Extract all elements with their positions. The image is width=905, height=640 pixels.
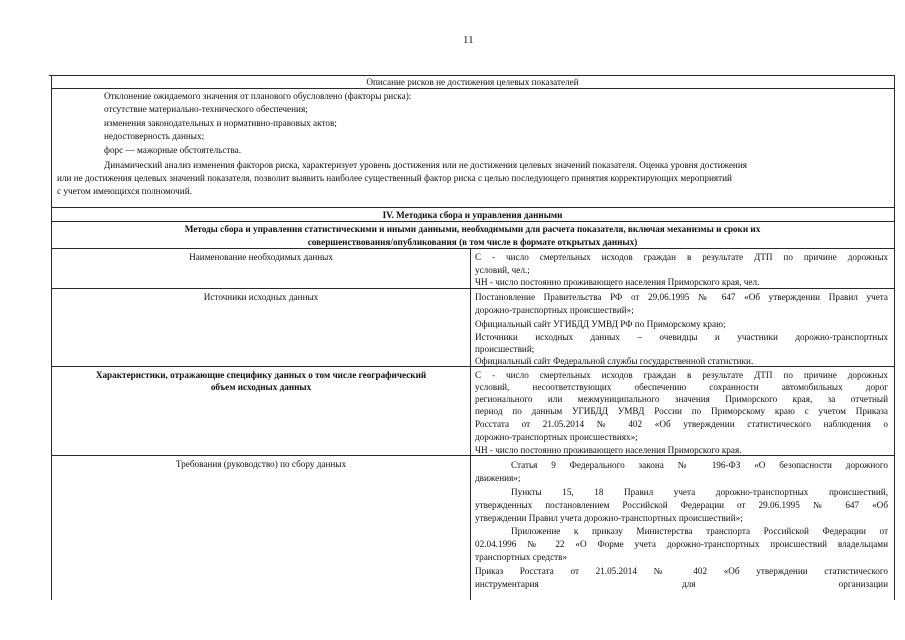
table-left-border — [51, 75, 52, 600]
page-number: 11 — [463, 34, 474, 46]
row-value-line: дорожно-транспортных происшествиях»; — [475, 432, 638, 442]
section4-subtitle-divider — [51, 248, 895, 249]
table-right-border — [894, 75, 895, 600]
risks-paragraph-line: Динамический анализ изменения факторов риска, характеризует уровень достижения или не достижения целевых значений показателя. Оценка уровня достижения — [104, 160, 747, 170]
row-value-line: Постановление Правительства РФ от 29.06.1995 № 647 «Об утверждении Правил учета — [475, 292, 888, 302]
row-value-line: происшествий; — [475, 344, 535, 354]
row-label-data-characteristics: Характеристики, отражающие специфику данных о том числе географический — [95, 370, 427, 380]
risk-item: недостоверность данных; — [104, 131, 205, 141]
risks-paragraph-line: или не достижения целевых значений показателя, позволит выявить наиболее существенный фактор риска с целью последующего принятия корректирующих мероприятий — [57, 173, 732, 183]
row-value-line: ЧН - число постоянно проживающего населения Приморского края, чел. — [475, 277, 760, 287]
risk-item: отсутствие материально-технического обеспечения; — [104, 104, 308, 114]
row-value-line: Росстата от 21.05.2014 № 402 «Об утверждении статистического наблюдения о — [475, 419, 888, 429]
row-label-collection-requirements: Требования (руководство) по сбору данных — [175, 459, 347, 469]
risks-paragraph-line: с учетом имеющихся полномочий. — [57, 186, 192, 196]
row-label-data-characteristics: объем исходных данных — [210, 382, 312, 392]
row-value-line: условий, несоответствующих обеспечению сохранности автомобильных дорог — [475, 382, 888, 392]
row-value-line: инструментария для организации — [475, 579, 888, 589]
row-value-line: С - число смертельных исходов граждан в результате ДТП по причине дорожных — [475, 252, 888, 262]
row-value-line: дорожно-транспортных происшествий»; — [475, 305, 634, 315]
row-value-line: Статья 9 Федерального закона № 196-ФЗ «О безопасности дорожного — [511, 460, 888, 470]
row-value-line: Официальный сайт Федеральной службы государственной статистики. — [475, 356, 754, 366]
row-value-line: период по данным УГИБДД УМВД России по Приморскому краю с учетом Приказа — [475, 406, 888, 416]
row-value-line: движения»; — [475, 473, 521, 483]
section4-subtitle: Методы сбора и управления статистическими и иными данными, необходимыми для расчета показателя, включая механизмы и сроки их — [184, 224, 761, 234]
row-value-line: ЧН - число постоянно проживающего населения Приморского края. — [475, 445, 742, 455]
risks-bottom-divider — [51, 207, 895, 208]
row1-bottom-divider — [51, 288, 895, 289]
section4-subtitle: совершенствования/опубликования (в том числе в формате открытых данных) — [307, 237, 638, 247]
row-value-line: Источники исходных данных – очевидцы и участники дорожно-транспортных — [475, 332, 888, 342]
row-value-line: регионального или межмуниципального значения Приморского края, за отчетный — [475, 394, 888, 404]
column-divider — [470, 248, 471, 600]
risks-header-divider — [51, 88, 895, 89]
row-value-line: утверждении Правил учета дорожно-транспортных происшествий»; — [475, 513, 743, 523]
risk-item: изменения законодательных и нормативно-правовых актов; — [104, 118, 337, 128]
row-value-line: утвержденных постановлением Российской Федерации от 29.06.1995 № 647 «Об — [475, 500, 888, 510]
row-label-required-data: Наименование необходимых данных — [189, 252, 333, 262]
row-label-data-sources: Источники исходных данных — [203, 292, 319, 302]
row3-bottom-divider — [51, 455, 895, 456]
row-value-line: 02.04.1996 № 22 «О Форме учета дорожно-транспортных происшествий владельцами — [475, 539, 888, 549]
row-value-line: Пункты 15, 18 Правил учета дорожно-транспортных происшествий, — [511, 487, 888, 497]
row2-bottom-divider — [51, 366, 895, 367]
row-value-line: Приложение к приказу Министерства транспорта Российской Федерации от — [511, 526, 888, 536]
row-value-line: условий, чел.; — [475, 265, 530, 275]
row-value-line: Приказ Росстата от 21.05.2014 № 402 «Об утверждении статистического — [475, 566, 888, 576]
row-value-line: транспортных средств» — [475, 552, 568, 562]
risks-intro: Отклонение ожидаемого значения от планового обусловлено (факторы риска): — [104, 91, 412, 101]
section4-title: IV. Методика сбора и управления данными — [382, 210, 563, 220]
row-value-line: С - число смертельных исходов граждан в результате ДТП по причине дорожных — [475, 370, 888, 380]
risk-item: форс — мажорные обстоятельства. — [104, 145, 242, 155]
risks-header: Описание рисков не достижения целевых показателей — [366, 77, 579, 87]
section4-title-divider — [51, 221, 895, 222]
row-value-line: Официальный сайт УГИБДД УМВД РФ по Приморскому краю; — [475, 319, 726, 329]
